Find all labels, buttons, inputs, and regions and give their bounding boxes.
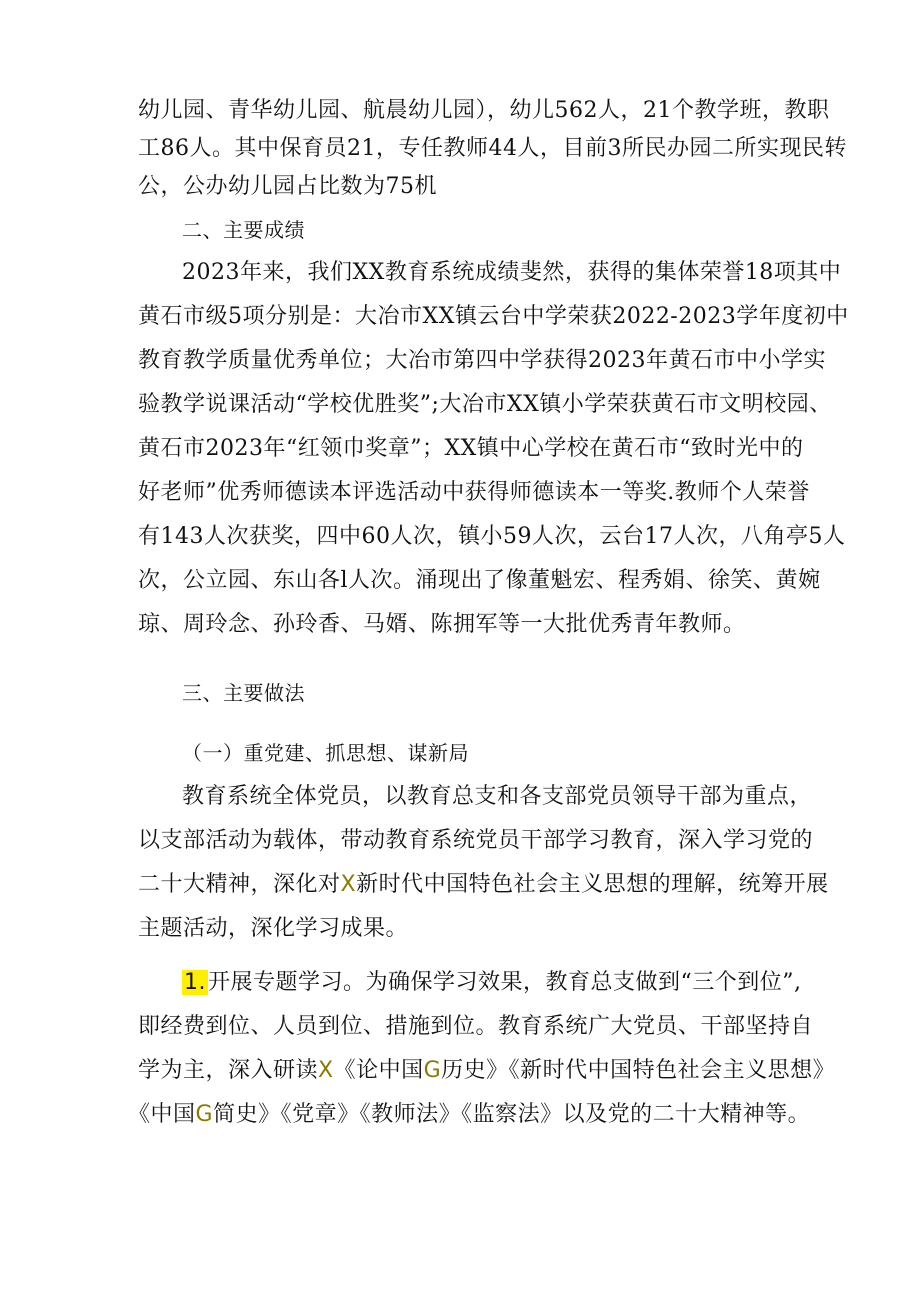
para-2-line-2: 即经费到位、人员到位、措施到位。教育系统广大党员、干部坚持自 <box>138 1014 814 1039</box>
section-2-line-2: 黄石市级5项分别是：大冶市XX镇云台中学荣获2022-2023学年度初中 <box>138 304 849 329</box>
section-2-line-7: 有143人次获奖，四中60人次，镇小59人次，云台17人次，八角亭5人 <box>138 524 846 549</box>
para-2-line-1-rest: 为确保学习效果，教育总支做到“三个到位”, <box>365 970 802 995</box>
para-1-line-3 <box>138 870 829 900</box>
section-2-heading: 二、主要成绩 <box>182 218 305 242</box>
list-number-marker: 1. <box>184 970 206 995</box>
para-1-line-1: 教育系统全体党员，以教育总支和各支部党员领导干部为重点， <box>182 784 813 809</box>
section-3-heading: 三、主要做法 <box>182 681 305 705</box>
para-2-line-3-part-a: 学为主，深入研读 <box>138 1058 319 1083</box>
para-2-line-1 <box>182 968 802 998</box>
para-2-line-4-part-a: 《中国 <box>128 1102 196 1127</box>
para-1-line-3-part-a: 二十大精神，深化对 <box>138 872 341 897</box>
para-2-line-4 <box>128 1100 810 1130</box>
highlighted-g-mark: G <box>423 1058 442 1083</box>
intro-line-2: 工86人。其中保育员21，专任教师44人，目前3所民办园二所实现民转 <box>138 136 847 161</box>
section-2-line-8: 次，公立园、东山各l人次。涌现出了像董魁宏、程秀娟、徐笑、黄婉 <box>138 568 821 593</box>
para-2-line-3-part-c: 历史》《新时代中国特色社会主义思想》 <box>441 1058 836 1083</box>
section-2-line-6: 好老师”优秀师德读本评选活动中获得师德读本一等奖.教师个人荣誉 <box>138 480 810 505</box>
highlighted-x-mark: X <box>340 872 357 897</box>
section-2-line-4: 验教学说课活动“学校优胜奖”;大冶市XX镇小学荣获黄石市文明校园、 <box>138 392 832 417</box>
section-2-line-9: 琼、周玲念、孙玲香、马婿、陈拥军等一大批优秀青年教师。 <box>138 612 746 637</box>
para-2-line-3 <box>138 1056 835 1086</box>
highlighted-g-mark: G <box>195 1102 214 1127</box>
intro-line-3: 公，公办幼儿园占比数为75机 <box>138 174 437 199</box>
para-2-line-3-part-b: 《论中国 <box>333 1058 424 1083</box>
para-1-line-3-part-b: 新时代中国特色社会主义思想的理解，统筹开展 <box>356 872 829 897</box>
para-2-line-4-part-b: 简史》《党章》《教师法》《监察法》以及党的二十大精神等。 <box>213 1102 811 1127</box>
section-3-subheading-1: （一）重党建、抓思想、谋新局 <box>182 741 469 765</box>
section-2-line-5: 黄石市2023年“红领巾奖章”；XX镇中心学校在黄石市“致时光中的 <box>138 436 804 461</box>
para-2-lead-phrase: 开展专题学习。 <box>208 970 366 995</box>
highlighted-x-mark: X <box>318 1058 334 1083</box>
intro-line-1: 幼儿园、青华幼儿园、航晨幼儿园），幼儿562人，21个教学班，教职 <box>138 98 830 123</box>
para-1-line-4: 主题活动，深化学习成果。 <box>138 916 409 941</box>
section-2-line-3: 教育教学质量优秀单位；大冶市第四中学获得2023年黄石市中小学实 <box>138 348 826 373</box>
section-2-line-1: 2023年来，我们XX教育系统成绩斐然，获得的集体荣誉18项其中 <box>182 260 842 285</box>
para-1-line-2: 以支部活动为载体，带动教育系统党员干部学习教育，深入学习党的 <box>138 828 814 853</box>
